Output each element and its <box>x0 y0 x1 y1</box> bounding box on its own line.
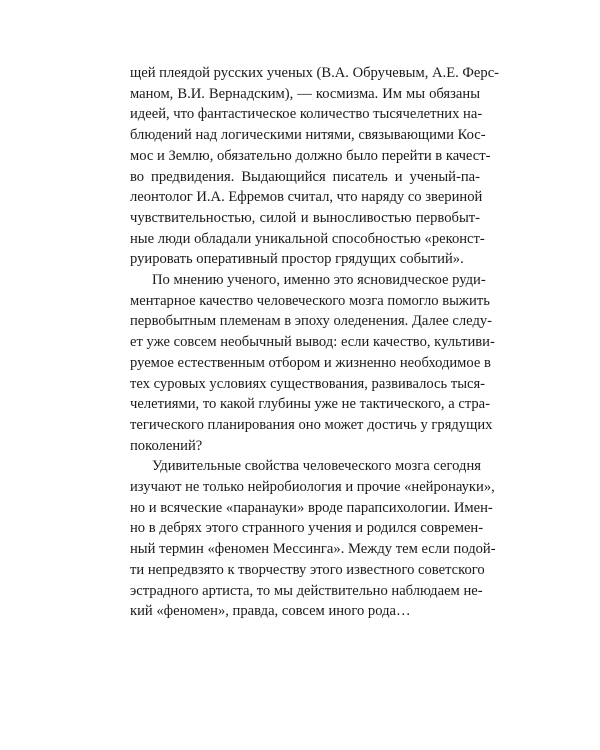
text-line: блюдений над логическими нитями, связывающими Кос- <box>130 127 486 144</box>
text-line: тегического планирования оно может достичь у грядущих <box>130 416 493 433</box>
paragraph <box>130 456 496 622</box>
text-line: эстрадного артиста, то мы действительно наблюдаем не- <box>130 582 483 599</box>
text-line: Удивительные свойства человеческого мозга сегодня <box>152 458 481 475</box>
text-line: ный термин «феномен Мессинга». Между тем если подой- <box>130 541 496 558</box>
text-line: ментарное качество человеческого мозга помогло выжить <box>130 292 490 309</box>
text-line: ти непредвзято к творчеству этого известного советского <box>130 561 485 578</box>
text-line: ные люди обладали уникальной способностью «реконст- <box>130 230 485 247</box>
text-line: руемое естественным отбором и жизненно необходимое в <box>130 354 491 371</box>
text-line: изучают не только нейробиология и прочие «нейронауки», <box>130 479 495 496</box>
text-line: леонтолог И.А. Ефремов считал, что наряду со звериной <box>130 189 483 206</box>
text-line: но в дебрях этого странного учения и родился современ- <box>130 520 484 537</box>
text-line: мос и Землю, обязательно должно было перейти в качест- <box>130 147 491 164</box>
text-line: челетиями, то какой глубины уже не тактического, а стра- <box>130 396 491 413</box>
paragraph <box>130 270 495 456</box>
text-line: тех суровых условиях существования, развивалось тыся- <box>130 375 486 392</box>
text-line: первобытным племенам в эпоху оледенения. Далее следу- <box>130 313 493 330</box>
text-line: щей плеядой русских ученых (В.А. Обручевым, А.Е. Ферс- <box>130 65 500 81</box>
body-text <box>130 63 500 622</box>
text-line: руировать оперативный простор грядущих событий». <box>130 251 464 268</box>
text-line: но и всяческие «паранауки» вроде парапсихологии. Имен- <box>130 499 493 516</box>
text-line: во предвидения. Выдающийся писатель и ученый-па- <box>130 168 480 185</box>
text-line: поколений? <box>130 437 203 454</box>
text-line: маном, В.И. Вернадским), — космизма. Им мы обязаны <box>130 85 480 102</box>
text-line: идеей, что фантастическое количество тысячелетних на- <box>130 106 483 123</box>
text-line: ет уже совсем необычный вывод: если качество, культиви- <box>130 334 495 351</box>
text-line: чувствительностью, силой и выносливостью первобыт- <box>130 209 480 226</box>
text-line: По мнению ученого, именно это ясновидческое руди- <box>152 272 486 289</box>
paragraph <box>130 63 500 270</box>
text-line: кий «феномен», правда, совсем иного рода… <box>130 603 411 620</box>
